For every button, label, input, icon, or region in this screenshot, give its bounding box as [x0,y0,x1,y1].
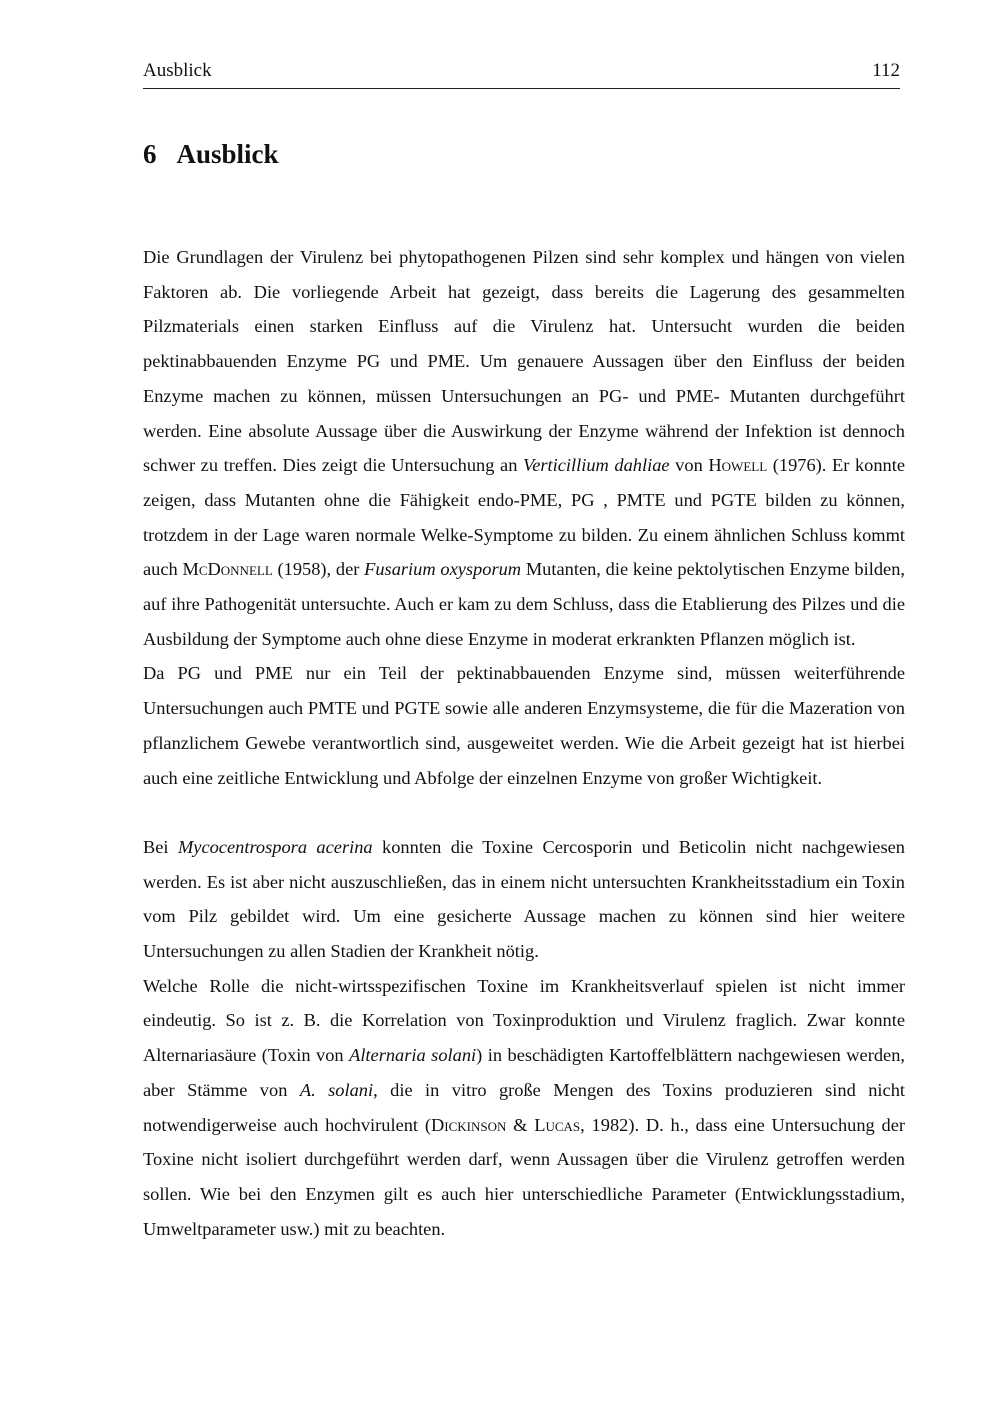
paragraph-1-text-b: von [669,455,709,476]
paragraph-1-text-e: Mutanten, die keine pektolytischen Enzyme bilden, auf ihre Pathogenität untersuchte. Auch er kam zu dem Schluss, dass die Etablierung des Pilzes und die Ausbildung der Symptome auch ohne diese Enzyme in moderat erkrankten Pflanzen möglich ist. [143,559,905,649]
paragraph-4-text-b: ) in beschädigten Kartoffelblättern nachgewiesen werden, aber Stämme von [143,1045,905,1100]
paragraph-4-text-a: Welche Rolle die nicht-wirtsspezifischen Toxine im Krankheitsverlauf spielen ist nicht immer eindeutig. So ist z. B. die Korrelation von Toxinproduktion und Virulenz fraglich. Zwar konnte Alternariasäure (Toxin von [143,975,905,1066]
author-citation: Lucas [534,1114,581,1135]
author-citation: Dickinson [430,1114,507,1135]
header-page-number: 112 [872,60,900,81]
paragraph-2: Da PG und PME nur ein Teil der pektinabbauenden Enzyme sind, müssen weiterführende Untersuchungen auch PMTE und PGTE sowie alle anderen Enzymsysteme, die für die Mazeration von pflanzlichem Gewebe verantwortlich sind, ausgeweitet werden. Wie die Arbeit gezeigt hat ist hierbei auch eine zeitliche Entwicklung und Abfolge der einzelnen Enzyme von großer Wichtigkeit. [143,663,905,788]
paragraph-3 [143,830,905,969]
running-header [143,58,900,89]
species-name: Fusarium oxysporum [364,559,522,580]
paragraph-1 [143,240,905,656]
paragraph-1-text-c: (1976). Er konnte zeigen, dass Mutanten ohne die Fähigkeit endo-PME, PG , PMTE und PGTE bilden zu können, trotzdem in der Lage waren normale Welke-Symptome zu bilden. Zu einem ähnlichen Schluss kommt auch [143,455,905,580]
chapter-heading [143,136,279,172]
species-name: Mycocentrospora acerina [177,836,373,857]
paragraph-4-text-d: & [506,1114,535,1135]
paragraph-3-text-b: konnten die Toxine Cercosporin und Beticolin nicht nachgewiesen werden. Es ist aber nicht auszuschließen, das in einem nicht untersuchten Krankheitsstadium ein Toxin vom Pilz gebildet wird. Um eine gesicherte Aussage machen zu können sind hier weitere Untersuchungen zu allen Stadien der Krankheit nötig. [143,836,905,962]
species-name: Verticillium dahliae [523,455,670,476]
author-citation: Howell [708,455,768,476]
chapter-number: 6 [143,139,157,169]
paragraph-1-text-a: Die Grundlagen der Virulenz bei phytopathogenen Pilzen sind sehr komplex und hängen von vielen Faktoren ab. Die vorliegende Arbeit hat gezeigt, dass bereits die Lagerung des gesammelten Pilzmaterials einen starken Einfluss auf die Virulenz hat. Untersucht wurden die beiden pektinabbauenden Enzyme PG und PME. Um genauere Aussagen über den Einfluss der beiden Enzyme machen zu können, müssen Untersuchungen an PG- und PME- Mutanten durchgeführt werden. Eine absolute Aussage über die Auswirkung der Enzyme während der Infektion ist dennoch schwer zu treffen. Dies zeigt die Untersuchung an [143,247,905,476]
species-name: Alternaria solani [349,1045,477,1066]
paragraph-3-text-a: Bei [143,836,178,857]
paragraph-1-text-d: (1958), der [272,559,365,580]
species-name: A. solani [299,1079,374,1100]
header-section-title: Ausblick [143,60,212,81]
paragraph-4 [143,969,905,1247]
author-citation: McDonnell [182,559,273,580]
chapter-title: Ausblick [176,139,279,169]
paragraph-4-text-e: , 1982). D. h., dass eine Untersuchung der Toxine nicht isoliert durchgeführt werden darf, wenn Aussagen über die Virulenz getroffen werden sollen. Wie bei den Enzymen gilt es auch hier unterschiedliche Parameter (Entwicklungsstadium, Umweltparameter usw.) mit zu beachten. [143,1114,905,1239]
paragraph-4-text-c: , die in vitro große Mengen des Toxins produzieren sind nicht notwendigerweise auch hochvirulent ( [143,1079,906,1135]
body-text [143,240,905,1246]
